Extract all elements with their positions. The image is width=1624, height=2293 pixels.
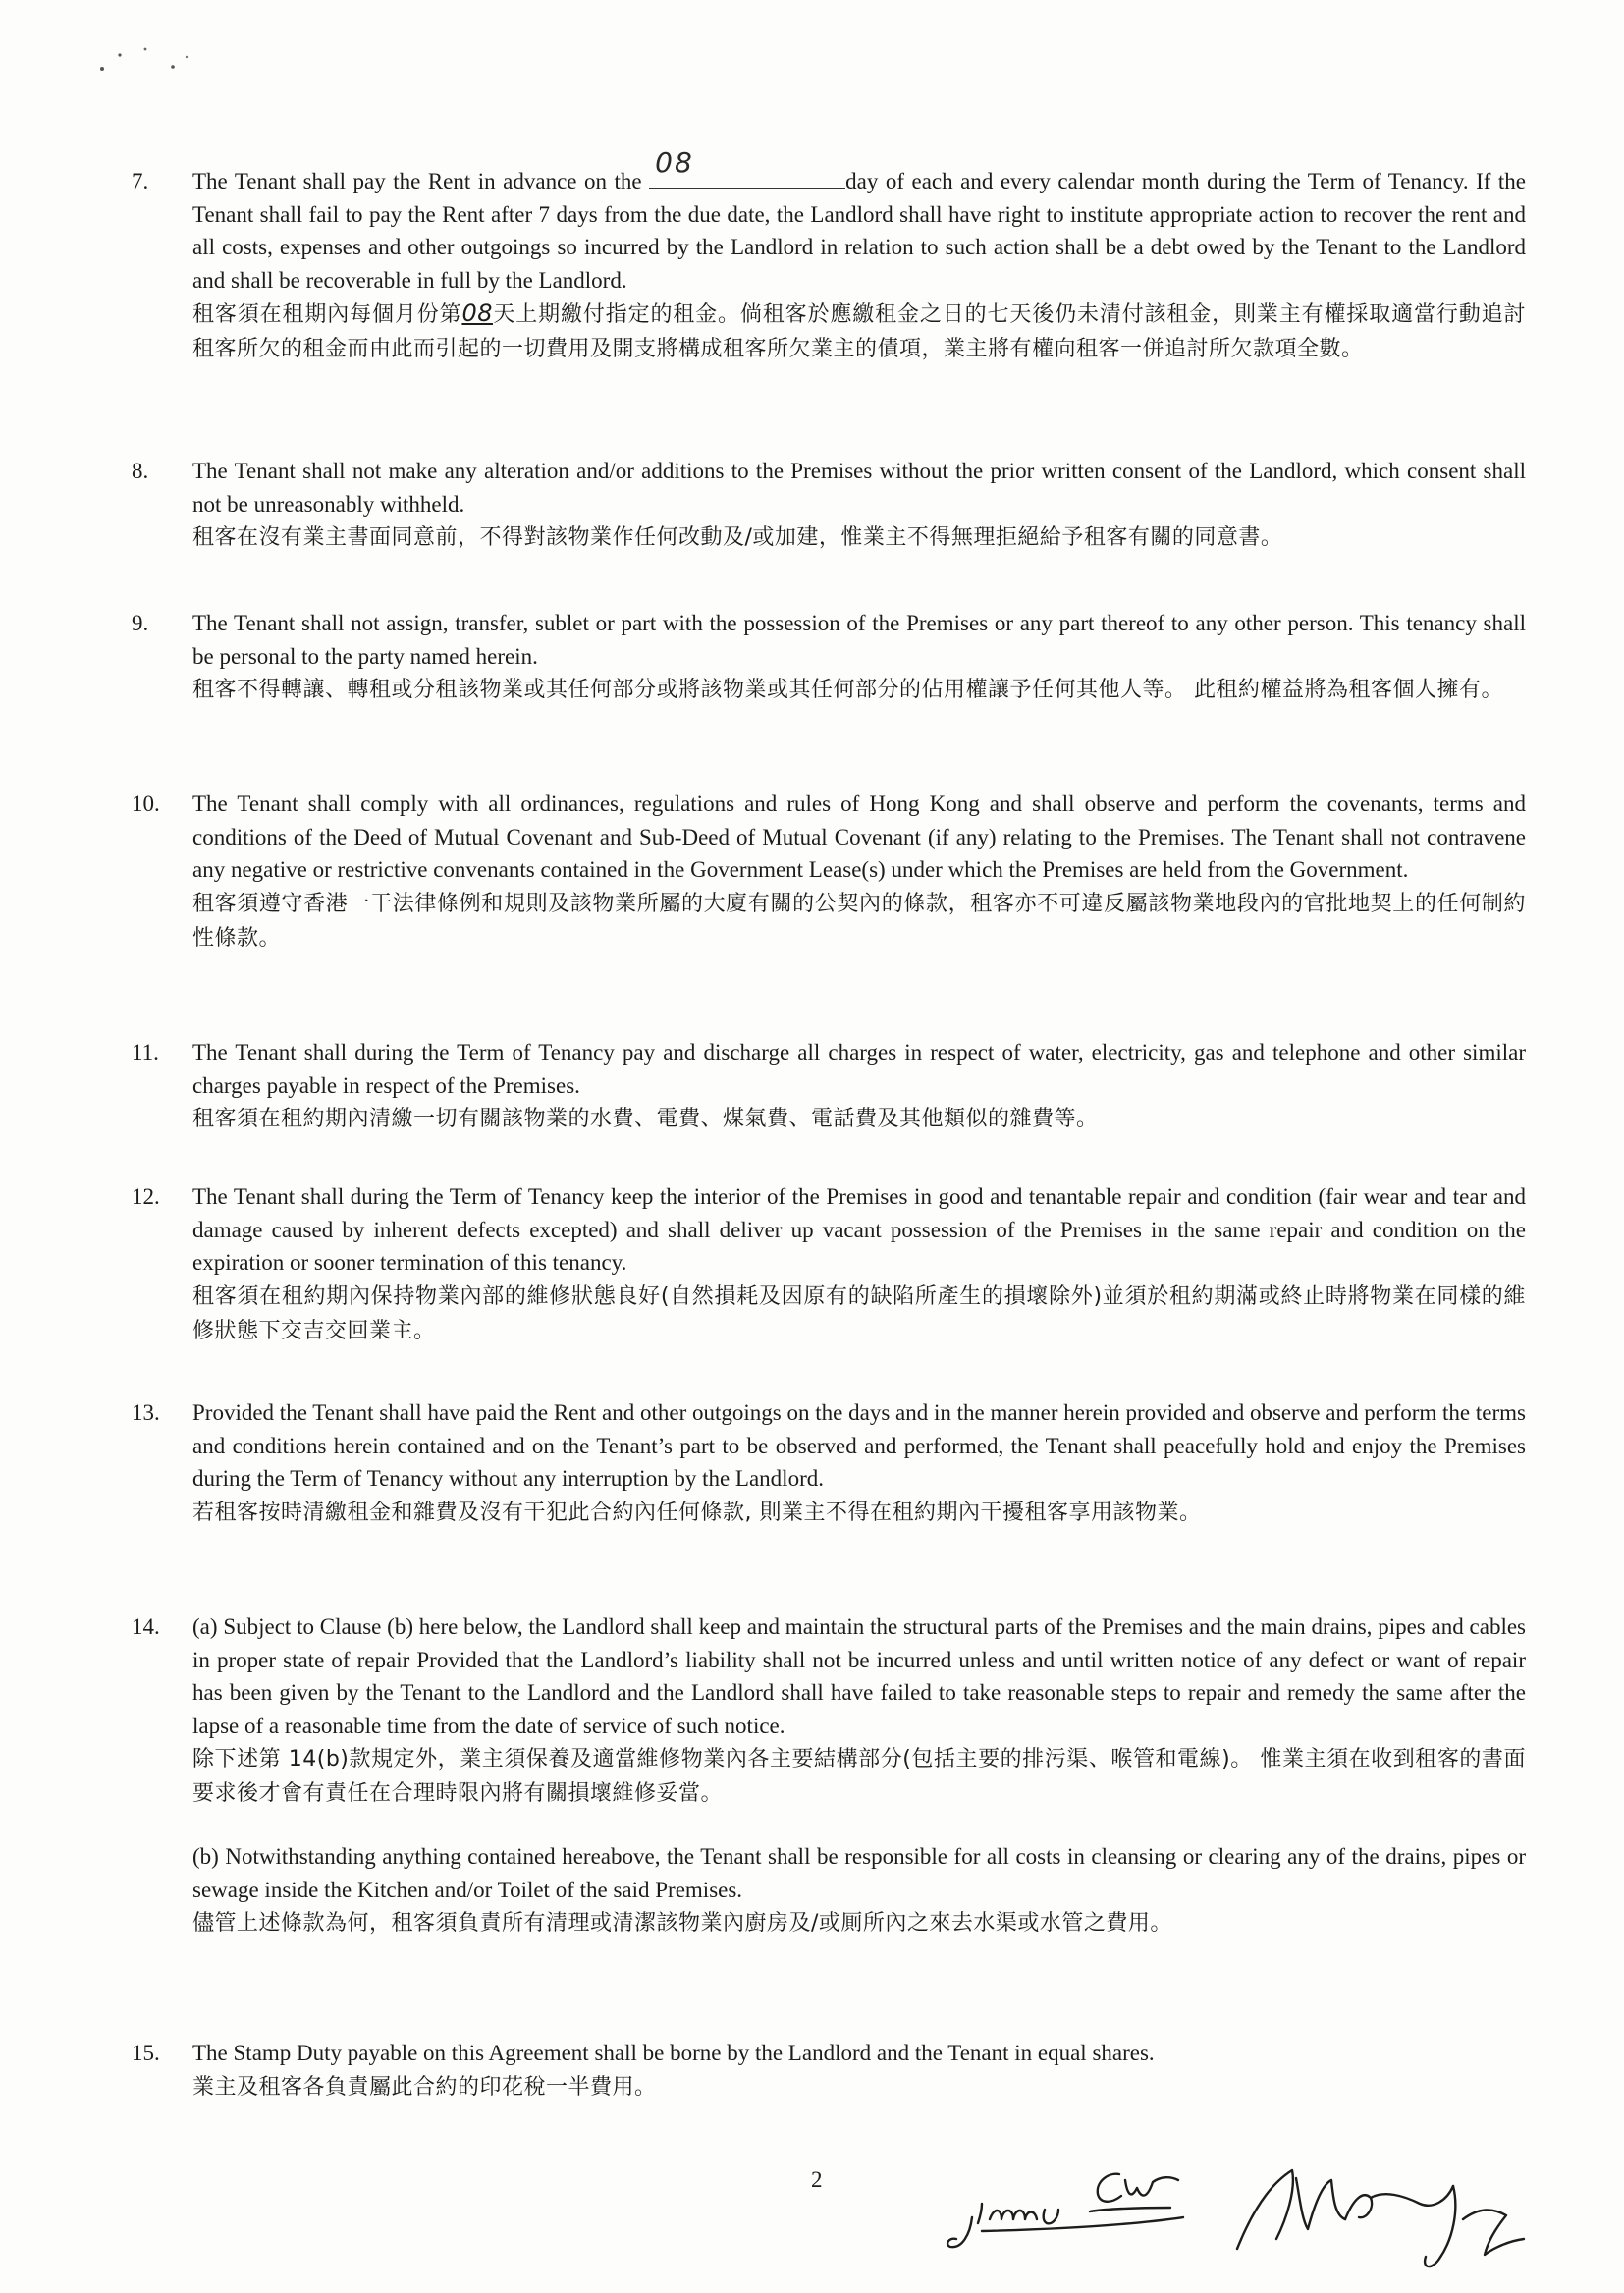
landlord-signature bbox=[1237, 2170, 1524, 2266]
clause-8 bbox=[132, 455, 1526, 555]
clause-11 bbox=[132, 1036, 1526, 1136]
clause-text-zh: 租客在沒有業主書面同意前，不得對該物業作任何改動及/或加建，惟業主不得無理拒絕給予租客有關的同意書。 bbox=[192, 525, 1283, 550]
clause-13 bbox=[132, 1396, 1526, 1530]
clause-number: 12. bbox=[132, 1184, 160, 1209]
signatures bbox=[943, 2102, 1571, 2278]
clause-text-en: The Tenant shall comply with all ordinances, regulations and rules of Hong Kong and shall observe and perform the covenants, terms and conditions of the Deed of Mutual Covenant and Sub-Deed of Mutual Covenant (if any) relating to the Premises. The Tenant shall not contravene any negative or restrictive convenants contained in the Government Lease(s) under which the Premises are held from the Government. bbox=[192, 792, 1526, 882]
clause-7 bbox=[132, 146, 1526, 366]
clause-number: 9. bbox=[132, 611, 149, 635]
clause-number: 13. bbox=[132, 1400, 160, 1425]
clause-number: 8. bbox=[132, 459, 149, 483]
clause-text-en: The Stamp Duty payable on this Agreement shall be borne by the Landlord and the Tenant in equal shares. bbox=[192, 2041, 1155, 2065]
clause-text-en: Provided the Tenant shall have paid the Rent and other outgoings on the days and in the manner herein provided and observe and perform the terms and conditions herein contained and on the Tenant’s part to be observed and performed, the Tenant shall peacefully hold and enjoy the Premises during the Term of Tenancy without any interruption by the Landlord. bbox=[192, 1400, 1526, 1491]
clause-text-zh: 租客不得轉讓、轉租或分租該物業或其任何部分或將該物業或其任何部分的佔用權讓予任何其他人等。 此租約權益將為租客個人擁有。 bbox=[192, 678, 1503, 702]
clause-14a-en: (a) Subject to Clause (b) here below, the Landlord shall keep and maintain the structural parts of the Premises and the main drains, pipes and cables in proper state of repair Provided that the Landlord’s liability shall not be incurred unless and until written notice of any defect or want of repair has been given by the Tenant to the Landlord and the Landlord shall have failed to take reasonable steps to repair and remedy the same after the lapse of a reasonable time from the date of service of such notice. bbox=[192, 1614, 1526, 1738]
clause-number: 15. bbox=[132, 2041, 160, 2065]
clause-14a-zh: 除下述第 14(b)款規定外，業主須保養及適當維修物業內各主要結構部分(包括主要的排污渠、喉管和電線)。 惟業主須在收到租客的書面要求後才會有責任在合理時限內將有關損壞維修妥當。 bbox=[192, 1747, 1526, 1806]
clause-number: 7. bbox=[132, 169, 149, 193]
clause-text-en: The Tenant shall during the Term of Tenancy pay and discharge all charges in respect of water, electricity, gas and telephone and other similar charges payable in respect of the Premises. bbox=[192, 1040, 1526, 1098]
scan-specks bbox=[88, 29, 206, 79]
clause-text-zh: 租客須在租期內每個月份第08天上期繳付指定的租金。倘租客於應繳租金之日的七天後仍未清付該租金，則業主有權採取適當行動追討租客所欠的租金而由此而引起的一切費用及開支將構成租客所欠業主的債項，業主將有權向租客一併追討所欠款項全數。 bbox=[192, 300, 1526, 361]
clause-text-en: The Tenant shall during the Term of Tenancy keep the interior of the Premises in good and tenantable repair and condition (fair wear and tear and damage caused by inherent defects excepted) and shall deliver up vacant possession of the Premises in the same repair and condition on the expiration or sooner termination of this tenancy. bbox=[192, 1184, 1526, 1275]
clause-number: 10. bbox=[132, 792, 160, 816]
clause-14 bbox=[132, 1611, 1526, 1940]
handwritten-day: 08 bbox=[655, 146, 694, 179]
clause-text-en: The Tenant shall not assign, transfer, sublet or part with the possession of the Premises or any part thereof to any other person. This tenancy shall be personal to the party named herein. bbox=[192, 611, 1526, 669]
clause-text-zh: 租客須在租約期內保持物業內部的維修狀態良好(自然損耗及因原有的缺陷所產生的損壞除外)並須於租約期滿或終止時將物業在同樣的維修狀態下交吉交回業主。 bbox=[192, 1283, 1526, 1343]
clause-12 bbox=[132, 1180, 1526, 1348]
clause-text-zh: 租客須在租約期內清繳一切有關該物業的水費、電費、煤氣費、電話費及其他類似的雜費等。 bbox=[192, 1107, 1099, 1131]
clause-text-zh: 租客須遵守香港一干法律條例和規則及該物業所屬的大廈有關的公契內的條款，租客亦不可違反屬該物業地段內的官批地契上的任何制約性條款。 bbox=[192, 891, 1526, 951]
clause-15 bbox=[132, 2037, 1526, 2104]
handwritten-day-zh: 08 bbox=[461, 300, 493, 327]
clause-text-zh: 業主及租客各負責屬此合約的印花稅一半費用。 bbox=[192, 2074, 657, 2100]
clause-14b-zh: 儘管上述條款為何，租客須負責所有清理或清潔該物業內廚房及/或厠所內之來去水渠或水管之費用。 bbox=[192, 1911, 1172, 1936]
clause-number: 11. bbox=[132, 1040, 159, 1065]
clause-number: 14. bbox=[132, 1614, 160, 1639]
clause-text-en: The Tenant shall not make any alteration and/or additions to the Premises without the prior written consent of the Landlord, which consent shall not be unreasonably withheld. bbox=[192, 459, 1526, 517]
rent-day-field bbox=[649, 146, 845, 189]
clause-text-en: The Tenant shall pay the Rent in advance on the 08 day of each and every calendar month during the Term of Tenancy. If the Tenant shall fail to pay the Rent after 7 days from the due date, the Landlord shall have right to institute appropriate action to recover the rent and all costs, expenses and other outgoings so incurred by the Landlord in relation to such action shall be a debt owed by the Tenant to the Landlord and shall be recoverable in full by the Landlord. bbox=[192, 146, 1526, 293]
clause-text-zh: 若租客按時清繳租金和雜費及沒有干犯此合約內任何條款, 則業主不得在租約期內干擾租客享用該物業。 bbox=[192, 1500, 1202, 1525]
tenant-signature bbox=[947, 2174, 1183, 2247]
clause-10 bbox=[132, 788, 1526, 955]
clause-9 bbox=[132, 607, 1526, 707]
page-number: 2 bbox=[811, 2167, 823, 2192]
clause-14b-en: (b) Notwithstanding anything contained hereabove, the Tenant shall be responsible for all costs in cleansing or clearing any of the drains, pipes or sewage inside the Kitchen and/or Toilet of the said Premises. bbox=[192, 1844, 1526, 1902]
